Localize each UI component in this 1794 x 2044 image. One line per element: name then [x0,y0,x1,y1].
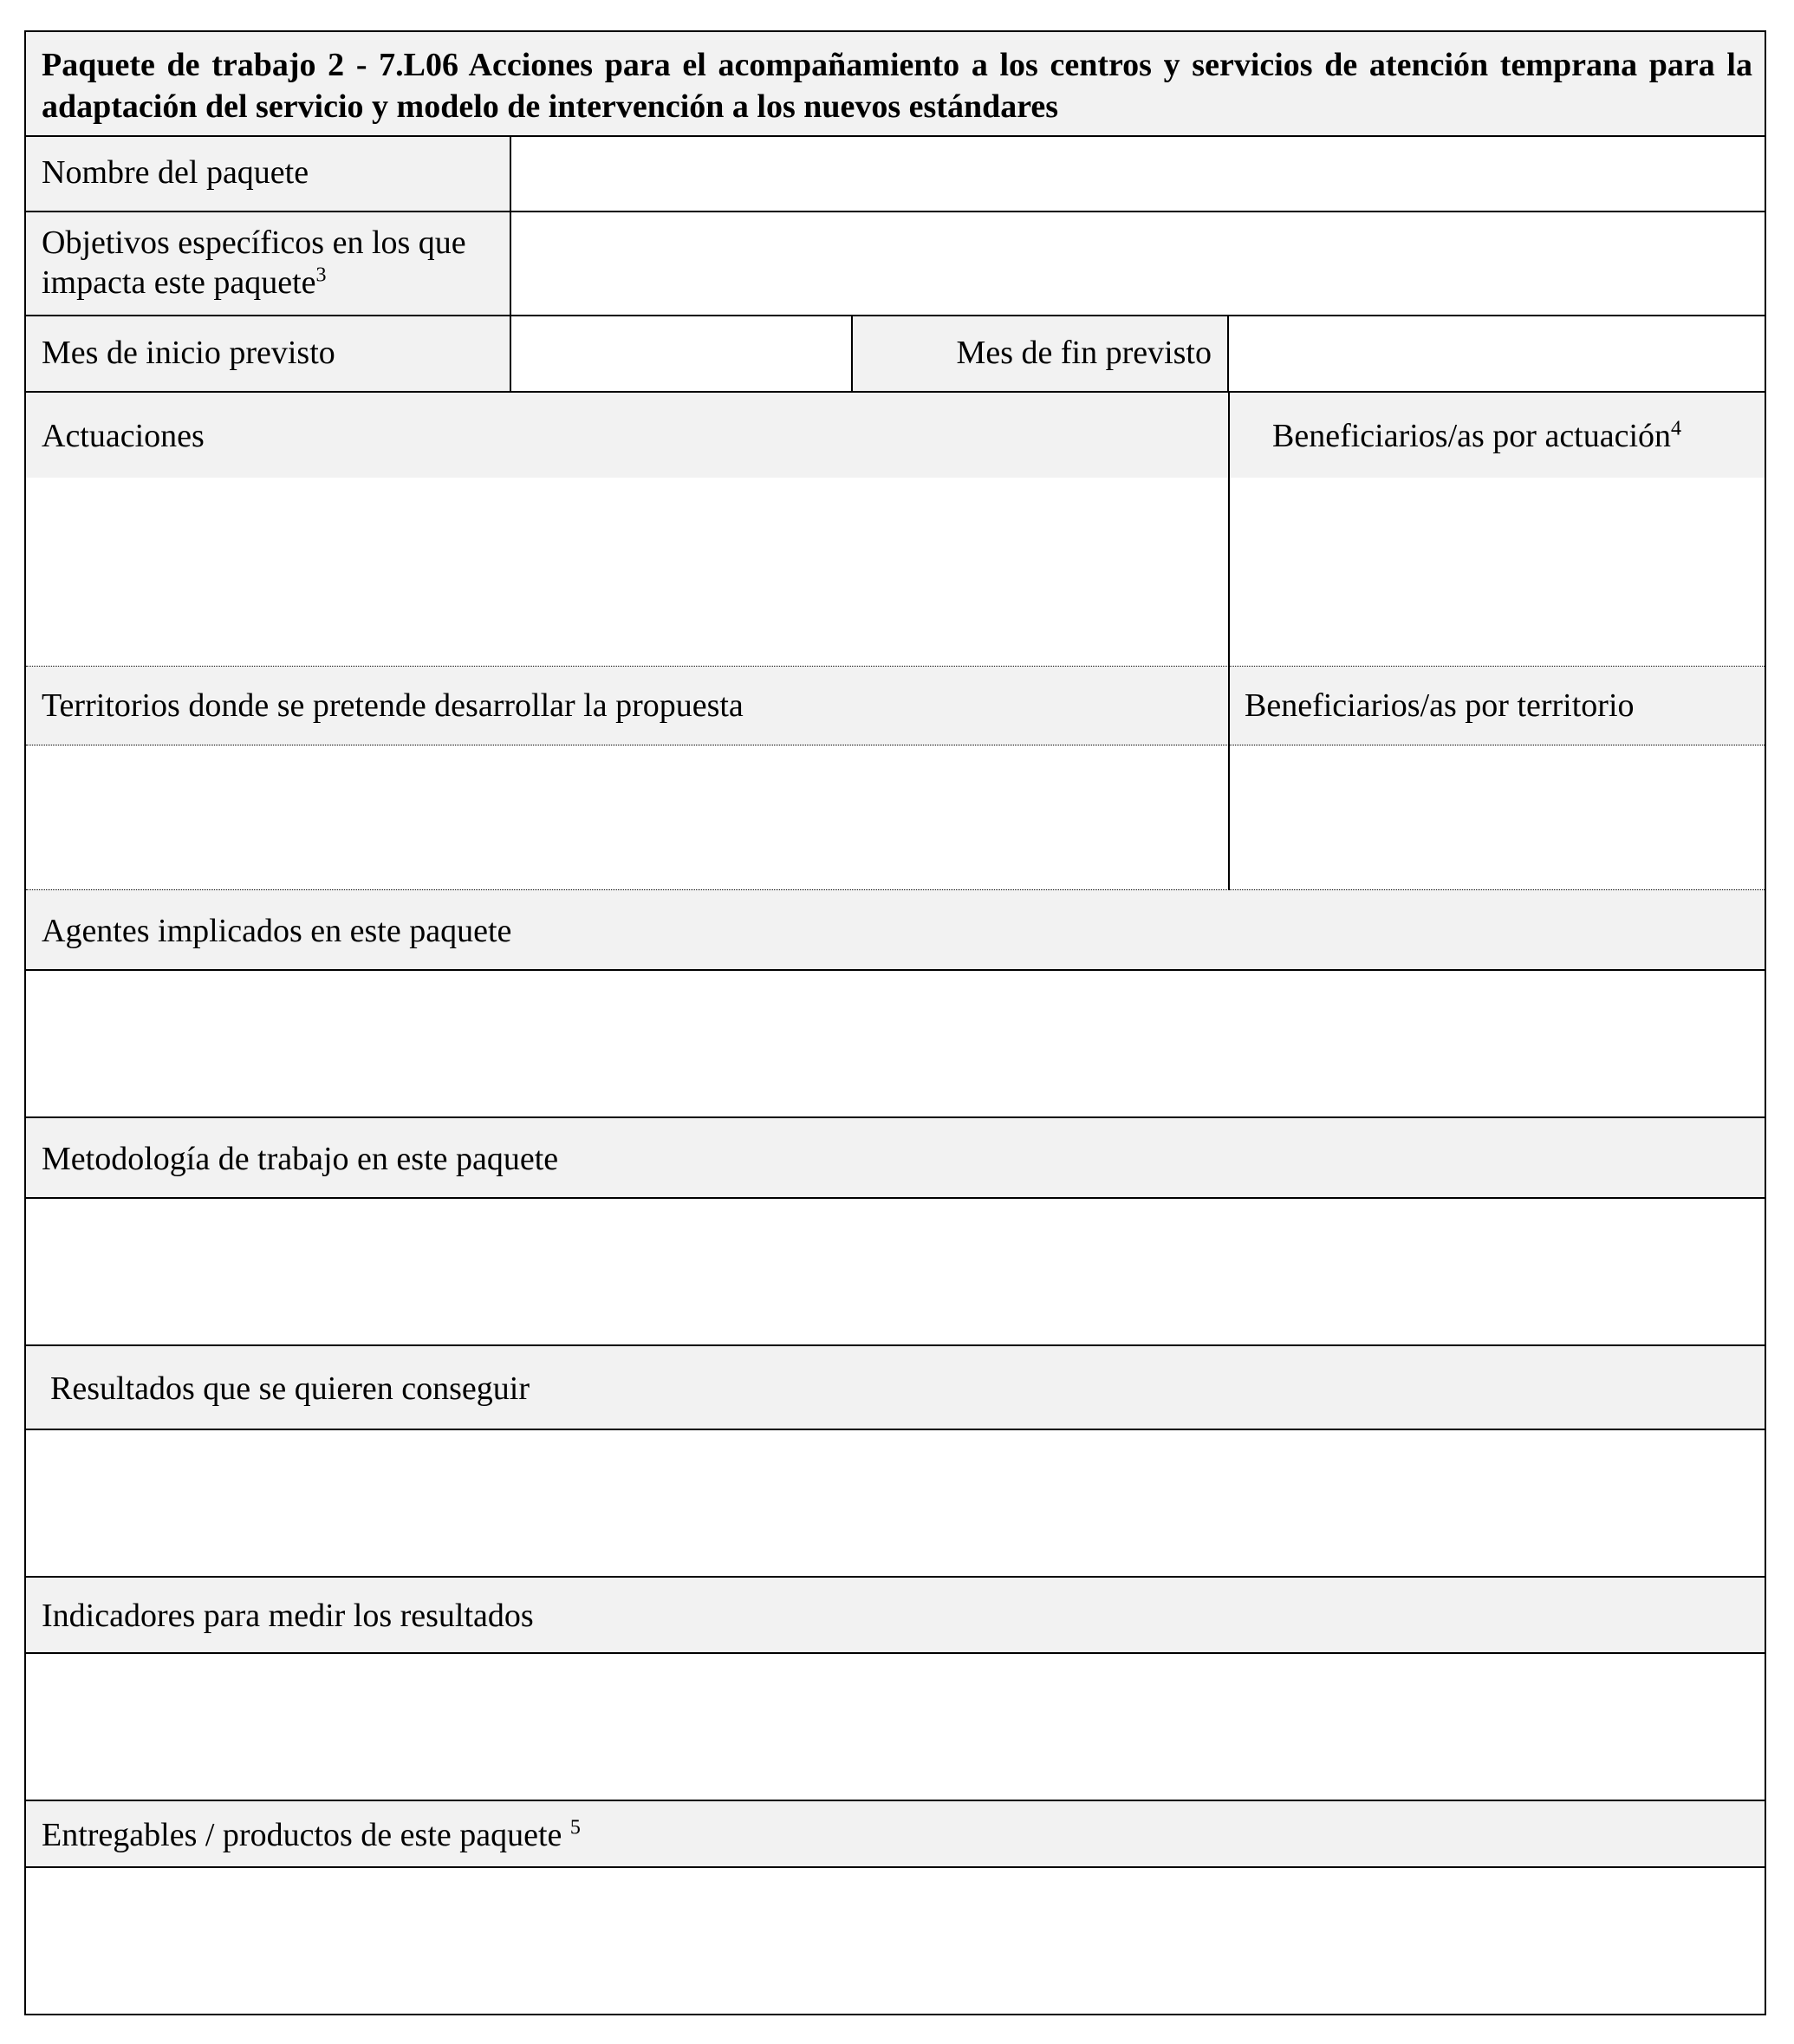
resultados-label: Resultados que se quieren conseguir [50,1370,530,1407]
end-month-field[interactable] [1229,316,1765,391]
metodologia-header-row [26,1118,1765,1199]
objectives-label-cell [26,212,511,315]
end-month-label: Mes de fin previsto [956,335,1212,371]
work-package-form [24,30,1766,2015]
objectives-row [26,212,1765,316]
territorios-label: Territorios donde se pretende desarrollar la propuesta [42,687,744,724]
agentes-label: Agentes implicados en este paquete [42,913,512,949]
start-month-field[interactable] [511,316,853,391]
territorios-content-row [26,745,1765,890]
objectives-field[interactable] [511,212,1765,315]
indicadores-label: Indicadores para medir los resultados [42,1598,534,1634]
indicadores-field[interactable] [26,1654,1765,1801]
start-month-label: Mes de inicio previsto [42,335,335,371]
metodologia-field[interactable] [26,1199,1765,1346]
months-row [26,316,1765,393]
package-name-label: Nombre del paquete [42,154,309,191]
package-name-row [26,137,1765,212]
agentes-header-row [26,890,1765,971]
footnote-4: 4 [1671,417,1682,440]
agentes-field[interactable] [26,971,1765,1118]
column-divider [1228,393,1230,890]
resultados-header-row [26,1346,1765,1430]
beneficiarios-territorio-field[interactable] [1229,745,1765,889]
beneficiarios-territorio-label: Beneficiarios/as por territorio [1245,687,1635,724]
actuaciones-header-row [26,393,1765,478]
form-header [26,32,1765,137]
metodologia-label: Metodología de trabajo en este paquete [42,1141,559,1177]
end-month-label-cell [853,316,1229,391]
entregables-field[interactable] [26,1868,1765,2014]
actuaciones-field[interactable] [26,478,1229,666]
actuaciones-content-row [26,478,1765,667]
footnote-5: 5 [569,1816,581,1839]
territorios-header-row [26,667,1765,745]
entregables-header-row [26,1801,1765,1868]
territorios-field[interactable] [26,745,1229,889]
entregables-label: Entregables / productos de este paquete $^5$ [42,1816,581,1853]
beneficiarios-actuacion-field[interactable] [1229,478,1765,666]
indicadores-header-row [26,1578,1765,1654]
footnote-3: 3 [315,264,327,287]
start-month-label-cell [26,316,511,391]
resultados-field[interactable] [26,1430,1765,1578]
package-name-field[interactable] [511,137,1765,211]
page-title: Paquete de trabajo 2 - 7.L06 Acciones para el acompañamiento a los centros y servicios de atención temprana para la adaptación del servicio y modelo de intervención a los nuevos estándares [42,47,1752,125]
objectives-label: Objetivos específicos en los que impacta este paquete$^3$ [42,225,466,301]
actuaciones-label: Actuaciones [42,418,205,454]
beneficiarios-actuacion-label: Beneficiarios/as por actuación$^4$ [1272,417,1682,454]
package-name-label-cell [26,137,511,211]
